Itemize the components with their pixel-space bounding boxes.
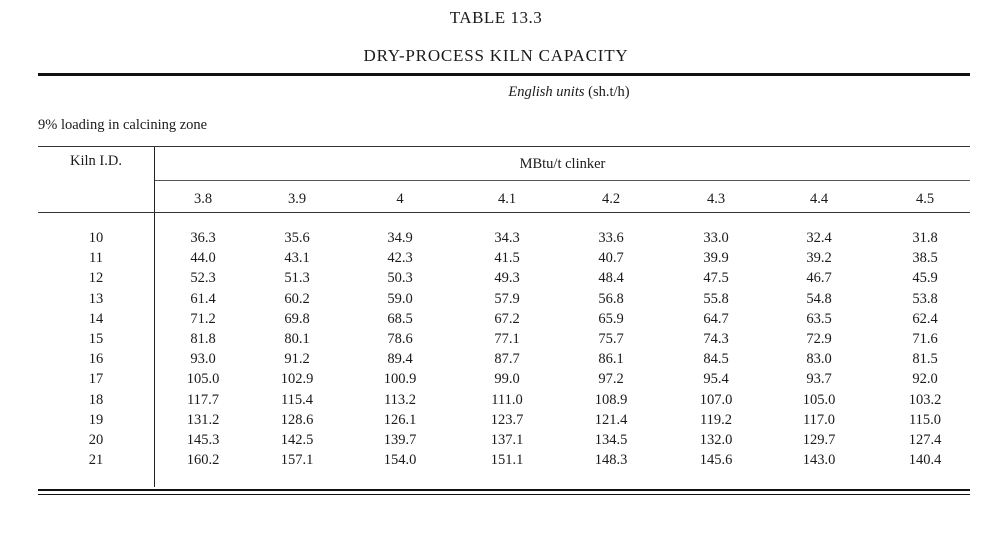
capacity-cell: 87.7 <box>494 351 520 368</box>
table-body <box>38 228 970 470</box>
capacity-cell: 67.2 <box>494 310 520 327</box>
capacity-cell: 157.1 <box>280 452 314 469</box>
capacity-cell: 62.4 <box>912 310 938 327</box>
capacity-cell: 151.1 <box>490 452 524 469</box>
capacity-cell: 126.1 <box>383 411 417 428</box>
column-header: 4.4 <box>809 191 829 207</box>
capacity-cell: 143.0 <box>802 452 836 469</box>
capacity-cell: 119.2 <box>699 411 733 428</box>
capacity-cell: 35.6 <box>284 230 310 246</box>
capacity-cell: 77.1 <box>494 330 520 347</box>
capacity-cell: 121.4 <box>594 411 628 428</box>
capacity-cell: 86.1 <box>598 351 624 368</box>
capacity-cell: 69.8 <box>284 310 310 327</box>
units-label: English units <box>508 84 585 100</box>
capacity-cell: 34.3 <box>494 230 520 246</box>
capacity-cell: 47.5 <box>703 270 729 287</box>
table-row <box>38 430 970 450</box>
table-row <box>38 329 970 349</box>
capacity-cell: 42.3 <box>387 250 413 267</box>
table-row <box>38 410 970 430</box>
table-row <box>38 369 970 389</box>
capacity-cell: 52.3 <box>190 270 216 287</box>
capacity-cell: 68.5 <box>387 310 413 327</box>
capacity-cell: 39.9 <box>703 250 729 267</box>
capacity-cell: 34.9 <box>387 230 413 246</box>
capacity-cell: 160.2 <box>186 452 220 469</box>
capacity-cell: 91.2 <box>284 351 310 368</box>
capacity-cell: 117.0 <box>802 411 836 428</box>
capacity-cell: 71.2 <box>190 310 216 327</box>
capacity-cell: 36.3 <box>190 230 216 246</box>
loading-note: 9% loading in calcining zone <box>38 117 208 133</box>
capacity-cell: 111.0 <box>491 391 523 408</box>
capacity-cell: 71.6 <box>912 330 938 347</box>
kiln-id-cell: 12 <box>88 270 104 287</box>
capacity-cell: 83.0 <box>806 351 832 368</box>
capacity-cell: 43.1 <box>284 250 310 267</box>
capacity-cell: 115.4 <box>280 391 314 408</box>
units-caption <box>38 84 970 101</box>
table-row <box>38 349 970 369</box>
capacity-cell: 45.9 <box>912 270 938 287</box>
capacity-cell: 63.5 <box>806 310 832 327</box>
capacity-cell: 32.4 <box>806 230 832 246</box>
capacity-cell: 39.2 <box>806 250 832 267</box>
capacity-cell: 41.5 <box>494 250 520 267</box>
capacity-cell: 78.6 <box>387 330 413 347</box>
capacity-cell: 65.9 <box>598 310 624 327</box>
capacity-cell: 50.3 <box>387 270 413 287</box>
column-header: 4.2 <box>601 191 621 207</box>
capacity-cell: 46.7 <box>806 270 832 287</box>
capacity-cell: 48.4 <box>598 270 624 287</box>
header-bottom-rule <box>38 212 970 213</box>
capacity-cell: 72.9 <box>806 330 832 347</box>
capacity-cell: 99.0 <box>494 371 520 388</box>
capacity-cell: 102.9 <box>280 371 314 388</box>
table-row <box>38 450 970 470</box>
kiln-id-cell: 15 <box>88 330 104 347</box>
capacity-cell: 154.0 <box>383 452 417 469</box>
kiln-id-cell: 10 <box>88 230 104 246</box>
kiln-id-cell: 20 <box>88 431 104 448</box>
table-row <box>38 390 970 410</box>
capacity-cell: 57.9 <box>494 290 520 307</box>
table-row <box>38 309 970 329</box>
capacity-cell: 131.2 <box>186 411 220 428</box>
kiln-id-cell: 21 <box>88 452 104 469</box>
capacity-cell: 59.0 <box>387 290 413 307</box>
column-header: 4 <box>396 191 404 207</box>
capacity-cell: 53.8 <box>912 290 938 307</box>
bottom-rule-thick <box>38 489 970 491</box>
column-headers <box>155 191 970 211</box>
kiln-id-cell: 18 <box>88 391 104 408</box>
capacity-cell: 105.0 <box>802 391 836 408</box>
column-header: 4.1 <box>497 191 517 207</box>
bottom-rule-thin <box>38 494 970 495</box>
capacity-cell: 115.0 <box>908 411 942 428</box>
capacity-cell: 92.0 <box>912 371 938 388</box>
table-row <box>38 289 970 309</box>
table-row <box>38 228 970 248</box>
capacity-cell: 129.7 <box>802 431 836 448</box>
capacity-cell: 139.7 <box>383 431 417 448</box>
capacity-cell: 81.5 <box>912 351 938 368</box>
capacity-cell: 93.0 <box>190 351 216 368</box>
capacity-cell: 100.9 <box>383 371 417 388</box>
kiln-id-cell: 16 <box>88 351 104 368</box>
capacity-cell: 132.0 <box>699 431 733 448</box>
kiln-id-cell: 19 <box>88 411 104 428</box>
capacity-cell: 89.4 <box>387 351 413 368</box>
capacity-cell: 93.7 <box>806 371 832 388</box>
capacity-cell: 60.2 <box>284 290 310 307</box>
capacity-cell: 127.4 <box>908 431 942 448</box>
capacity-cell: 148.3 <box>594 452 628 469</box>
capacity-cell: 54.8 <box>806 290 832 307</box>
capacity-cell: 108.9 <box>594 391 628 408</box>
capacity-cell: 107.0 <box>699 391 733 408</box>
capacity-cell: 81.8 <box>190 330 216 347</box>
kiln-id-cell: 14 <box>88 310 104 327</box>
capacity-cell: 33.0 <box>703 230 729 246</box>
capacity-cell: 38.5 <box>912 250 938 267</box>
capacity-cell: 55.8 <box>703 290 729 307</box>
kiln-id-cell: 17 <box>88 371 104 388</box>
capacity-cell: 128.6 <box>280 411 314 428</box>
capacity-cell: 33.6 <box>598 230 624 246</box>
capacity-cell: 145.3 <box>186 431 220 448</box>
table-row <box>38 268 970 288</box>
units-suffix: (sh.t/h) <box>584 84 630 100</box>
capacity-cell: 40.7 <box>598 250 624 267</box>
capacity-cell: 145.6 <box>699 452 733 469</box>
header-top-rule <box>38 146 970 147</box>
table-title: DRY-PROCESS KILN CAPACITY <box>363 46 629 65</box>
column-header: 3.9 <box>287 191 307 207</box>
capacity-cell: 75.7 <box>598 330 624 347</box>
column-header: 3.8 <box>193 191 213 207</box>
capacity-cell: 74.3 <box>703 330 729 347</box>
kiln-id-cell: 11 <box>89 250 103 267</box>
capacity-cell: 103.2 <box>908 391 942 408</box>
capacity-cell: 117.7 <box>186 391 220 408</box>
capacity-cell: 142.5 <box>280 431 314 448</box>
table-row <box>38 248 970 268</box>
capacity-cell: 80.1 <box>284 330 310 347</box>
column-header: 4.5 <box>915 191 935 207</box>
capacity-cell: 31.8 <box>912 230 938 246</box>
column-group-header: MBtu/t clinker <box>519 156 606 172</box>
capacity-cell: 123.7 <box>490 411 524 428</box>
capacity-cell: 84.5 <box>703 351 729 368</box>
kiln-id-cell: 13 <box>88 290 104 307</box>
capacity-cell: 95.4 <box>703 371 729 388</box>
capacity-cell: 105.0 <box>186 371 220 388</box>
capacity-cell: 56.8 <box>598 290 624 307</box>
capacity-cell: 137.1 <box>490 431 524 448</box>
table-number: TABLE 13.3 <box>449 8 543 27</box>
column-group-rule <box>155 180 970 181</box>
capacity-cell: 134.5 <box>594 431 628 448</box>
capacity-cell: 97.2 <box>598 371 624 388</box>
capacity-cell: 51.3 <box>284 270 310 287</box>
top-rule <box>38 73 970 76</box>
capacity-cell: 113.2 <box>383 391 417 408</box>
capacity-cell: 44.0 <box>190 250 216 267</box>
capacity-cell: 49.3 <box>494 270 520 287</box>
column-header: 4.3 <box>706 191 726 207</box>
capacity-cell: 140.4 <box>908 452 942 469</box>
capacity-cell: 64.7 <box>703 310 729 327</box>
capacity-cell: 61.4 <box>190 290 216 307</box>
row-header: Kiln I.D. <box>70 153 122 169</box>
